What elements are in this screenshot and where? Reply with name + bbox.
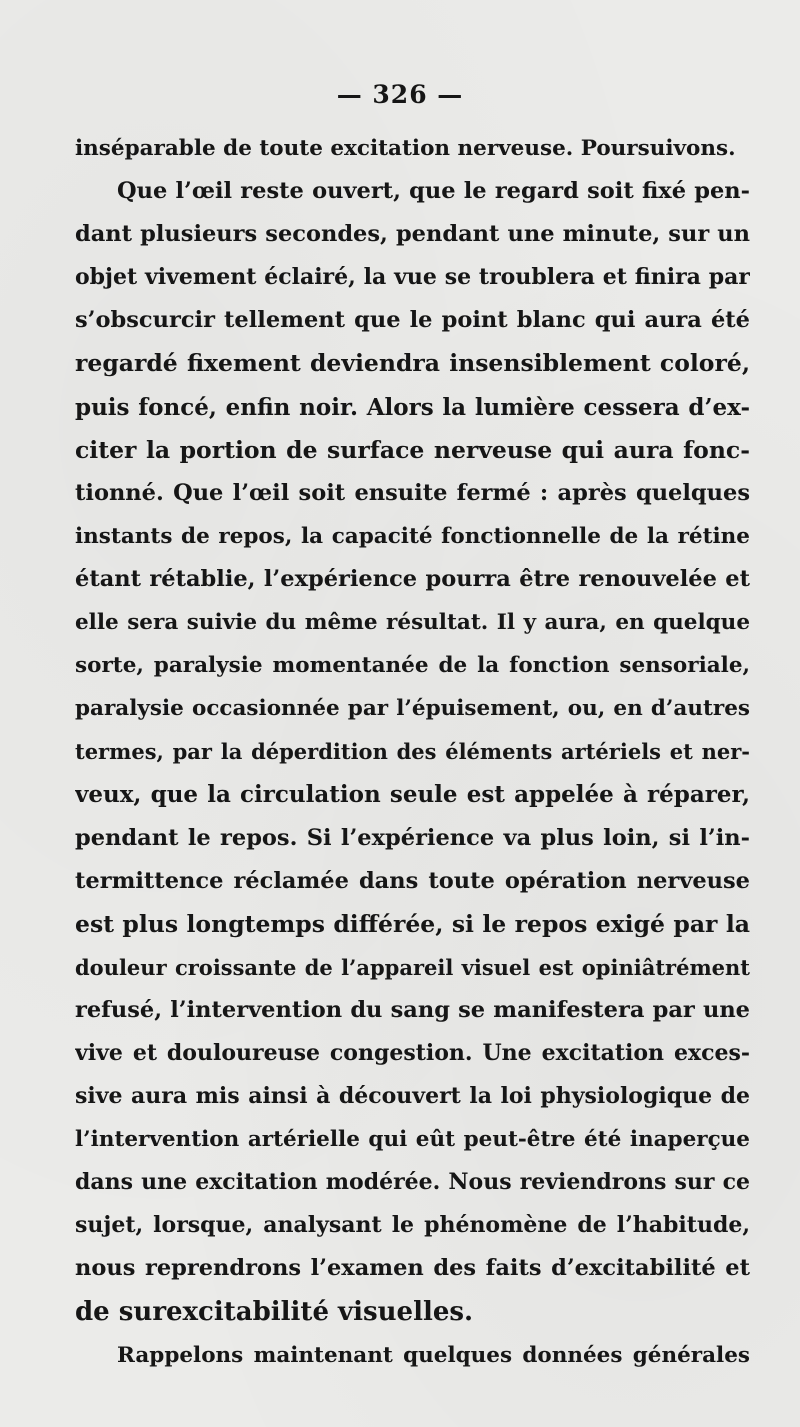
text-line: citer la portion de surface nerveuse qui aura fonc- <box>75 435 750 464</box>
text-line: est plus longtemps différée, si le repos exigé par la <box>75 909 750 938</box>
text-line: dans une excitation modérée. Nous reviendrons sur ce <box>75 1169 750 1196</box>
page-number: — 326 — <box>336 80 464 109</box>
text-line: regardé fixement deviendra insensiblement coloré, <box>75 349 750 378</box>
text-line: pendant le repos. Si l’expérience va plus loin, si l’in- <box>75 824 750 851</box>
text-line: tionné. Que l’œil soit ensuite fermé : après quelques <box>75 479 750 506</box>
text-line: refusé, l’intervention du sang se manifestera par une <box>75 996 750 1023</box>
text-line: puis foncé, enfin noir. Alors la lumière cessera d’ex- <box>75 393 750 421</box>
text-line: vive et douloureuse congestion. Une excitation exces- <box>75 1039 750 1066</box>
text-line: objet vivement éclairé, la vue se troublera et finira par <box>75 264 750 291</box>
text-line: nous reprendrons l’examen des faits d’excitabilité et <box>75 1255 750 1282</box>
text-line: instants de repos, la capacité fonctionnelle de la rétine <box>75 523 750 549</box>
text-line: dant plusieurs secondes, pendant une minute, sur un <box>75 221 750 248</box>
text-line: sorte, paralysie momentanée de la fonction sensoriale, <box>75 653 750 679</box>
text-line: sujet, lorsque, analysant le phénomène de l’habitude, <box>75 1212 750 1239</box>
text-line: inséparable de toute excitation nerveuse. Poursuivons. <box>75 136 736 161</box>
text-line: veux, que la circulation seule est appelée à réparer, <box>75 781 750 809</box>
text-line: de surexcitabilité visuelles. <box>75 1296 474 1327</box>
text-line: s’obscurcir tellement que le point blanc qui aura été <box>75 307 750 334</box>
text-line: étant rétablie, l’expérience pourra être renouvelée et <box>75 565 750 592</box>
text-line: douleur croissante de l’appareil visuel est opiniâtrément <box>75 954 750 980</box>
text-line: elle sera suivie du même résultat. Il y aura, en quelque <box>75 610 750 636</box>
text-line: termes, par la déperdition des éléments artériels et ner- <box>75 739 750 765</box>
text-line: Rappelons maintenant quelques données générales <box>117 1342 750 1368</box>
text-line: paralysie occasionnée par l’épuisement, ou, en d’autres <box>75 696 750 722</box>
text-line: Que l’œil reste ouvert, que le regard soit fixé pen- <box>117 178 750 205</box>
text-line: sive aura mis ainsi à découvert la loi physiologique de <box>75 1083 750 1110</box>
text-line: l’intervention artérielle qui eût peut-être été inaperçue <box>75 1127 750 1153</box>
body-text <box>75 127 750 1377</box>
text-line: termittence réclamée dans toute opération nerveuse <box>75 867 750 894</box>
